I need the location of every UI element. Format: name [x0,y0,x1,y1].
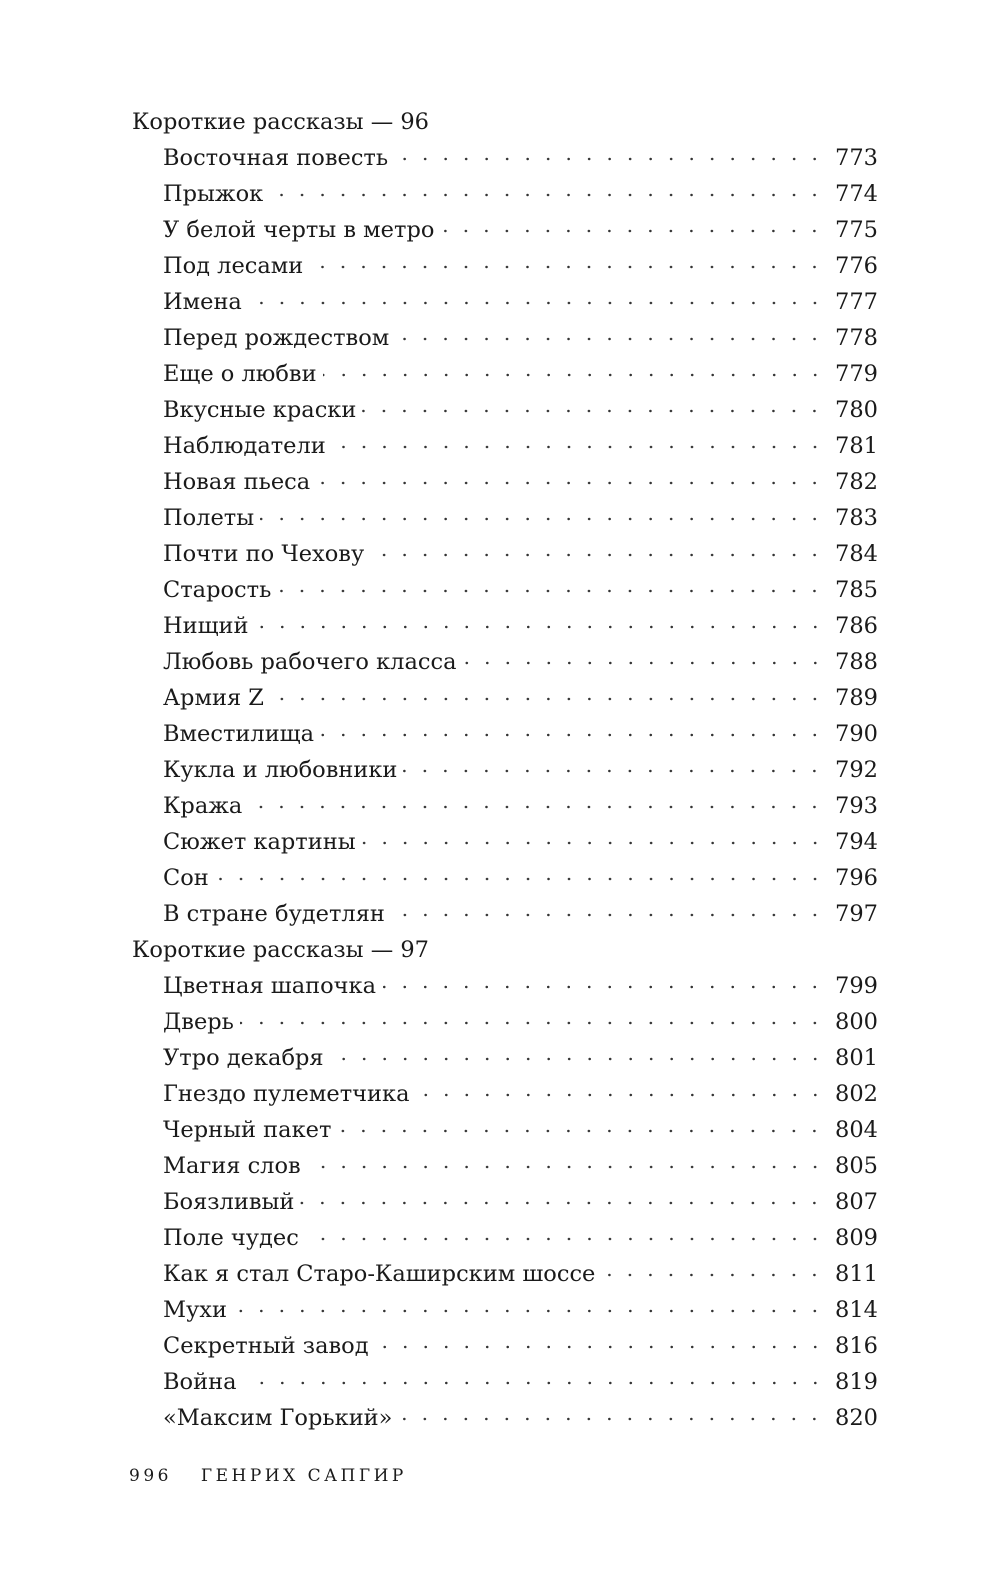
entry-page-number: 774 [835,181,878,207]
entry-title: Полеты [163,505,255,531]
toc-entry [132,284,878,320]
entry-page-number: 786 [835,613,878,639]
entry-title: Как я стал Старо-Каширским шоссе [163,1261,596,1287]
entry-page-number: 811 [835,1261,878,1287]
entry-title: Боязливый [163,1189,295,1215]
toc-entry [132,1364,878,1400]
entry-title: Сюжет картины [163,829,356,855]
toc-entry [132,1112,878,1148]
toc-entry [132,788,878,824]
dot-leader [395,337,825,341]
entry-title: Секретный завод [163,1333,369,1359]
entry-title: Гнездо пулеметчика [163,1081,410,1107]
toc-entry [132,752,878,788]
entry-page-number: 801 [835,1045,878,1071]
entry-page-number: 800 [835,1009,878,1035]
toc-entry [132,392,878,428]
entry-title: Почти по Чехову [163,541,365,567]
toc-entry [132,572,878,608]
toc-entry [132,680,878,716]
entry-title: Восточная повесть [163,145,389,171]
toc-entry [132,536,878,572]
entry-page-number: 804 [835,1117,878,1143]
entry-page-number: 788 [835,649,878,675]
toc-entry [132,860,878,896]
page-footer [129,1466,407,1486]
toc-entry [132,1004,878,1040]
footer-author: ГЕНРИХ САПГИР [200,1466,407,1486]
dot-leader [305,1237,825,1241]
toc-entry [132,1400,878,1436]
dot-leader [391,913,825,917]
toc-entry [132,1040,878,1076]
entry-page-number: 807 [835,1189,878,1215]
dot-leader [337,1129,825,1133]
toc-entry [132,320,878,356]
entry-title: Прыжок [163,181,264,207]
entry-page-number: 819 [835,1369,878,1395]
entry-page-number: 820 [835,1405,878,1431]
toc-entry [132,428,878,464]
toc-entry [132,356,878,392]
dot-leader [260,517,825,521]
dot-leader [416,1093,826,1097]
dot-leader [440,229,825,233]
entry-page-number: 785 [835,577,878,603]
entry-page-number: 781 [835,433,878,459]
dot-leader [309,265,825,269]
dot-leader [394,157,825,161]
entry-page-number: 816 [835,1333,878,1359]
toc-entry [132,1328,878,1364]
entry-title: Наблюдатели [163,433,326,459]
entry-title: Новая пьеса [163,469,311,495]
dot-leader [270,697,825,701]
dot-leader [463,661,826,665]
entry-title: Война [163,1369,237,1395]
entry-page-number: 783 [835,505,878,531]
entry-title: Цветная шапочка [163,973,377,999]
entry-title: Нищий [163,613,249,639]
toc-entry [132,1148,878,1184]
entry-page-number: 792 [835,757,878,783]
entry-page-number: 814 [835,1297,878,1323]
toc-entry [132,248,878,284]
dot-leader [601,1273,825,1277]
toc-entry [132,1220,878,1256]
entry-page-number: 796 [835,865,878,891]
dot-leader [277,589,825,593]
entry-title: Имена [163,289,242,315]
dot-leader [362,409,825,413]
entry-page-number: 782 [835,469,878,495]
entry-title: Черный пакет [163,1117,332,1143]
entry-page-number: 789 [835,685,878,711]
entry-page-number: 777 [835,289,878,315]
entry-page-number: 794 [835,829,878,855]
dot-leader [370,553,825,557]
entry-page-number: 773 [835,145,878,171]
entry-title: Армия Z [163,685,264,711]
dot-leader [375,1345,825,1349]
entry-page-number: 779 [835,361,878,387]
toc-entry [132,896,878,932]
dot-leader [248,301,825,305]
entry-title: Кража [163,793,243,819]
entry-title: Старость [163,577,272,603]
footer-page-number: 996 [129,1466,172,1486]
entry-title: Сон [163,865,209,891]
toc-entry [132,1076,878,1112]
entry-title: Мухи [163,1297,227,1323]
entry-title: Утро декабря [163,1045,324,1071]
dot-leader [255,625,826,629]
dot-leader [398,1417,825,1421]
toc-entry [132,608,878,644]
entry-page-number: 797 [835,901,878,927]
dot-leader [243,1381,826,1385]
dot-leader [307,1165,825,1169]
entry-page-number: 780 [835,397,878,423]
dot-leader [403,769,825,773]
entry-title: «Максим Горький» [163,1405,393,1431]
entry-title: У белой черты в метро [163,217,435,243]
toc-entry [132,500,878,536]
entry-page-number: 776 [835,253,878,279]
entry-page-number: 802 [835,1081,878,1107]
entry-title: В стране будетлян [163,901,385,927]
table-of-contents [132,104,878,1436]
toc-entry [132,176,878,212]
entry-page-number: 790 [835,721,878,747]
entry-page-number: 793 [835,793,878,819]
toc-entry [132,140,878,176]
dot-leader [320,733,825,737]
toc-entry [132,464,878,500]
toc-entry [132,1292,878,1328]
dot-leader [332,445,825,449]
dot-leader [316,481,825,485]
entry-title: Дверь [163,1009,234,1035]
dot-leader [330,1057,825,1061]
entry-title: Вместилища [163,721,315,747]
toc-entry [132,1256,878,1292]
toc-entry [132,212,878,248]
entry-title: Кукла и любовники [163,757,398,783]
entry-title: Перед рождеством [163,325,390,351]
dot-leader [233,1309,825,1313]
toc-entry [132,968,878,1004]
entry-title: Поле чудес [163,1225,299,1251]
entry-page-number: 784 [835,541,878,567]
entry-page-number: 775 [835,217,878,243]
entry-title: Магия слов [163,1153,301,1179]
dot-leader [240,1021,825,1025]
dot-leader [248,805,825,809]
entry-title: Под лесами [163,253,304,279]
entry-page-number: 809 [835,1225,878,1251]
entry-page-number: 778 [835,325,878,351]
dot-leader [323,373,825,377]
section-title: Короткие рассказы — 97 [132,937,429,963]
toc-entry [132,644,878,680]
entry-page-number: 805 [835,1153,878,1179]
entry-page-number: 799 [835,973,878,999]
section-title: Короткие рассказы — 96 [132,109,429,135]
dot-leader [269,193,825,197]
dot-leader [362,841,825,845]
dot-leader [215,877,825,881]
dot-leader [300,1201,825,1205]
entry-title: Еще о любви [163,361,317,387]
toc-entry [132,824,878,860]
entry-title: Вкусные краски [163,397,357,423]
dot-leader [382,985,825,989]
toc-entry [132,1184,878,1220]
entry-title: Любовь рабочего класса [163,649,457,675]
toc-entry [132,716,878,752]
